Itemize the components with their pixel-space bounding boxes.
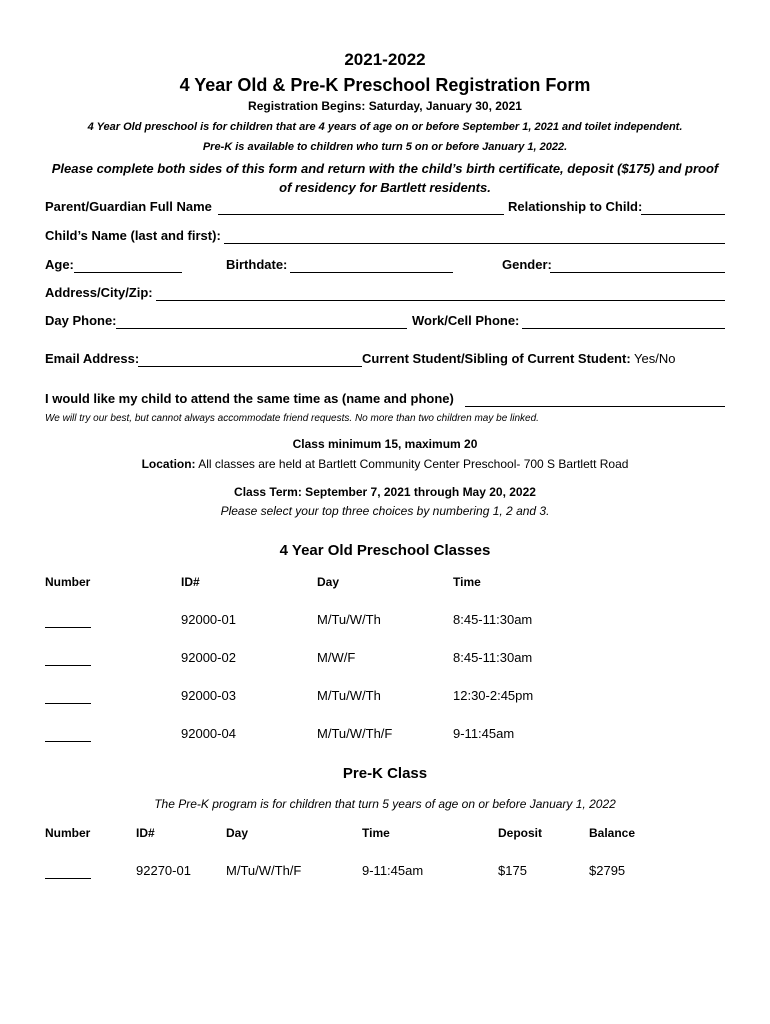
class-size: Class minimum 15, maximum 20 (292, 437, 478, 451)
four-year-choice-field-4[interactable] (45, 740, 91, 742)
child-name-field[interactable] (224, 242, 725, 244)
prek-eligibility: The Pre-K program is for children that turn 5 years of age on or before January 1, 2022 (154, 797, 616, 811)
work-phone-field[interactable] (522, 327, 725, 329)
work-phone-label: Work/Cell Phone: (412, 313, 520, 328)
current-student-question (362, 351, 675, 366)
four-year-row-3-time: 12:30-2:45pm (453, 688, 534, 703)
form-title: 4 Year Old & Pre-K Preschool Registration Form (179, 75, 591, 95)
prek-col-time: Time (362, 826, 390, 840)
prek-row-1-time: 9-11:45am (362, 863, 424, 878)
choice-instructions: Please select your top three choices by numbering 1, 2 and 3. (220, 504, 550, 518)
email-label: Email Address: (45, 351, 140, 366)
prek-row-1-id: 92270-01 (136, 863, 191, 878)
four-year-col-id: ID# (181, 575, 200, 589)
prek-row-1-balance: $2795 (589, 863, 626, 878)
prek-row-1-deposit: $175 (498, 863, 527, 878)
class-term: Class Term: September 7, 2021 through May 20, 2022 (234, 485, 536, 499)
address-field[interactable] (156, 299, 725, 301)
registration-date: Registration Begins: Saturday, January 30, 2021 (248, 99, 522, 113)
day-phone-label: Day Phone: (45, 313, 117, 328)
four-year-row-2-time: 8:45-11:30am (453, 650, 533, 665)
age-field[interactable] (74, 271, 182, 273)
four-year-row-1-time: 8:45-11:30am (453, 612, 533, 627)
four-year-row-2-id: 92000-02 (181, 650, 236, 665)
child-name-label: Child’s Name (last and first): (45, 228, 221, 243)
parent-name-label: Parent/Guardian Full Name (45, 199, 212, 214)
friend-request-label: I would like my child to attend the same time as (name and phone) (45, 391, 454, 406)
prek-col-balance: Balance (589, 826, 636, 840)
address-label: Address/City/Zip: (45, 285, 153, 300)
four-year-row-4-time: 9-11:45am (453, 726, 515, 741)
four-year-row-1-id: 92000-01 (181, 612, 236, 627)
four-year-choice-field-1[interactable] (45, 626, 91, 628)
four-year-row-1-day: M/Tu/W/Th (317, 612, 381, 627)
gender-field[interactable] (550, 271, 725, 273)
four-year-choice-field-3[interactable] (45, 702, 91, 704)
prek-eligibility-note: Pre-K is available to children who turn 5 on or before January 1, 2022. (202, 141, 568, 153)
prek-col-deposit: Deposit (498, 826, 543, 840)
four-year-col-number: Number (45, 575, 91, 589)
location-value: All classes are held at Bartlett Community Center Preschool- 700 S Bartlett Road (198, 457, 629, 471)
four-year-choice-field-2[interactable] (45, 664, 91, 666)
current-student-label: Current Student/Sibling of Current Student: (362, 351, 631, 366)
day-phone-field[interactable] (116, 327, 407, 329)
location (0, 457, 770, 471)
form-year: 2021-2022 (344, 50, 426, 69)
prek-col-id: ID# (136, 826, 155, 840)
four-year-row-3-id: 92000-03 (181, 688, 236, 703)
birthdate-field[interactable] (290, 271, 453, 273)
four-year-row-4-id: 92000-04 (181, 726, 236, 741)
birthdate-label: Birthdate: (226, 257, 288, 272)
friend-request-field[interactable] (465, 405, 725, 407)
four-year-eligibility-note: 4 Year Old preschool is for children that are 4 years of age on or before September 1, 2021 and toilet independent. (87, 121, 683, 133)
age-label: Age: (45, 257, 74, 272)
four-year-row-2-day: M/W/F (317, 650, 356, 665)
parent-name-field[interactable] (218, 213, 504, 215)
four-year-col-time: Time (453, 575, 481, 589)
current-student-options[interactable]: Yes/No (634, 351, 676, 366)
friend-request-note: We will try our best, but cannot always accommodate friend requests. No more than two children may be linked. (45, 413, 539, 424)
four-year-row-4-day: M/Tu/W/Th/F (317, 726, 393, 741)
prek-row-1-day: M/Tu/W/Th/F (226, 863, 302, 878)
prek-choice-field-1[interactable] (45, 877, 91, 879)
prek-col-number: Number (45, 826, 91, 840)
prek-heading: Pre-K Class (342, 765, 428, 782)
four-year-row-3-day: M/Tu/W/Th (317, 688, 381, 703)
instructions-line-2: of residency for Bartlett residents. (279, 180, 491, 195)
relationship-field[interactable] (641, 213, 725, 215)
four-year-heading: 4 Year Old Preschool Classes (279, 542, 491, 559)
gender-label: Gender: (502, 257, 552, 272)
email-field[interactable] (138, 365, 362, 367)
location-label: Location: (141, 457, 196, 471)
relationship-label: Relationship to Child: (508, 199, 643, 214)
instructions-line-1: Please complete both sides of this form and return with the child’s birth certificate, deposit ($175) and proof (51, 161, 719, 176)
prek-col-day: Day (226, 826, 249, 840)
four-year-col-day: Day (317, 575, 340, 589)
